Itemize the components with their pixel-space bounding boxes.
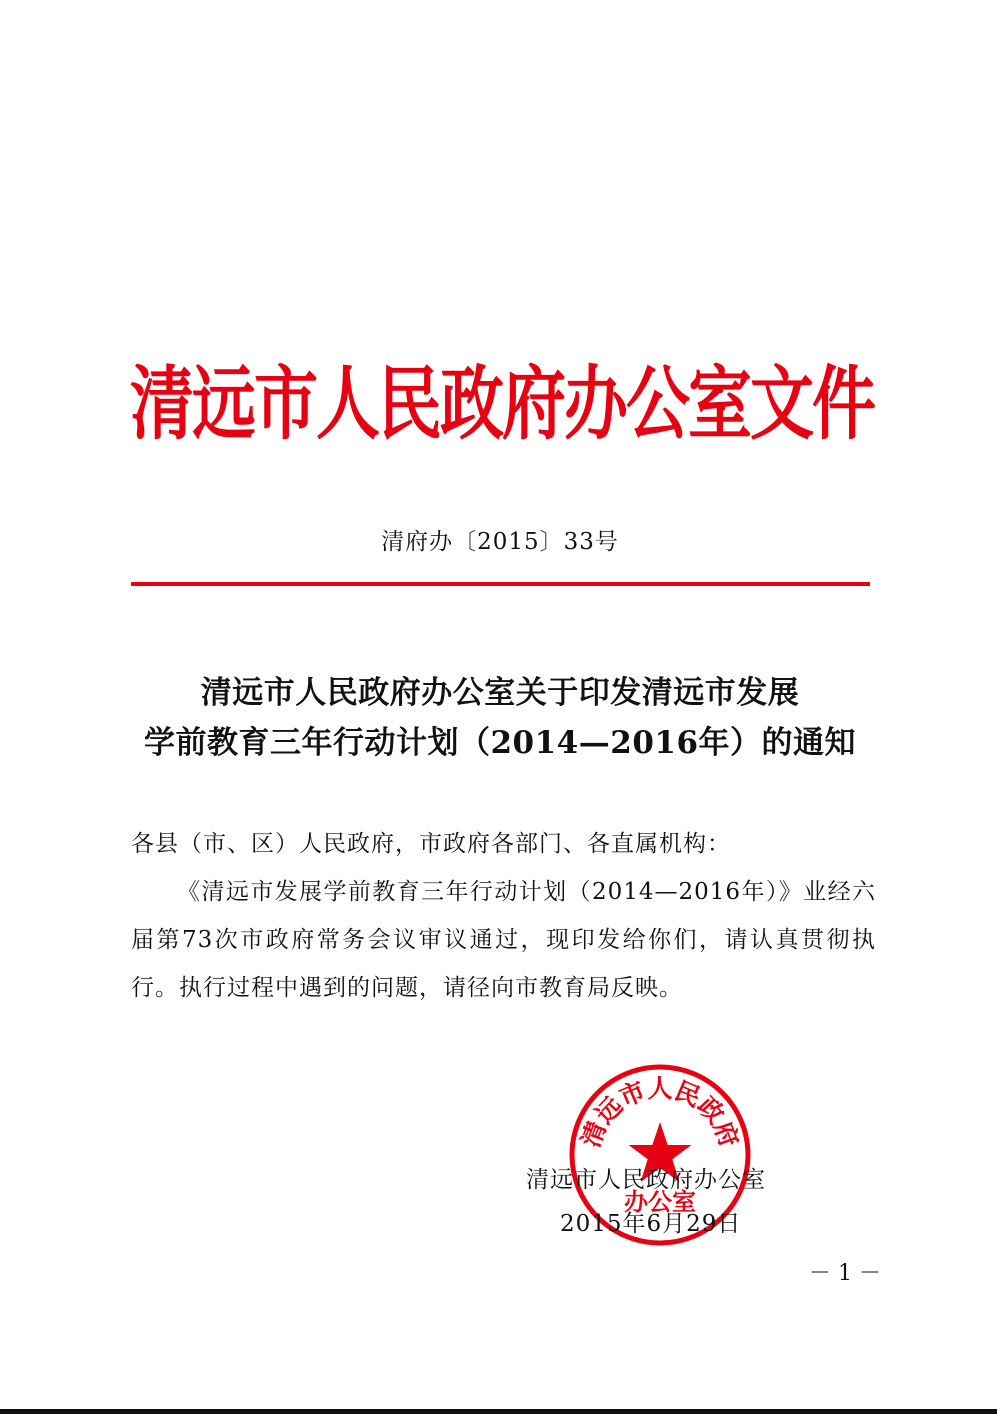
document-header-title: 清远市人民政府办公室文件 xyxy=(130,358,874,452)
issue-date: 2015年6月29日 xyxy=(560,1211,742,1237)
seal-arc-text: 清远市人民政府 xyxy=(575,1073,745,1152)
signature-block xyxy=(526,1158,796,1246)
document-number: 清府办〔2015〕33号 xyxy=(381,529,619,555)
issuing-organization: 清远市人民政府办公室 xyxy=(526,1167,766,1193)
notice-title-line-1: 清远市人民政府办公室关于印发清远市发展 xyxy=(200,675,800,711)
salutation: 各县（市、区）人民政府，市政府各部门、各直属机构： xyxy=(131,831,731,857)
notice-body xyxy=(131,820,876,1012)
red-divider xyxy=(131,582,870,586)
page-bottom-edge xyxy=(0,1409,997,1414)
notice-title-line-2: 学前教育三年行动计划（2014—2016年）的通知 xyxy=(143,725,857,761)
page-number: － 1 － xyxy=(809,1261,881,1286)
seal-bottom-text: 办公室 xyxy=(624,1188,696,1216)
notice-title xyxy=(100,668,900,768)
body-paragraph: 《清远市发展学前教育三年行动计划（2014—2016年）》业经六届第73次市政府常务会议审议通过，现印发给你们，请认真贯彻执行。执行过程中遇到的问题，请径向市教育局反映。 xyxy=(131,879,876,1001)
